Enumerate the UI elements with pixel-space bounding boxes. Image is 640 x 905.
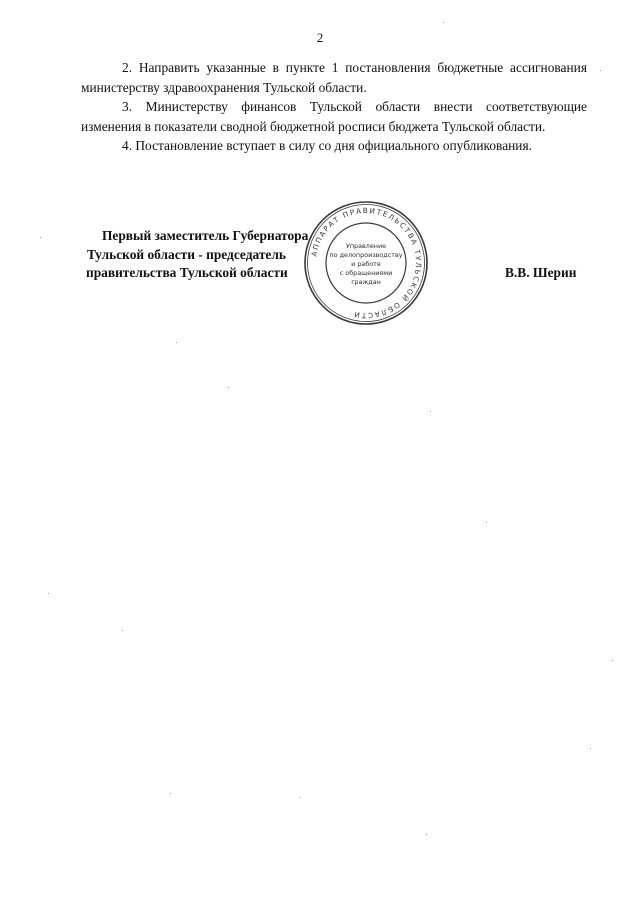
signature-position-line-2: Тульской области - председатель	[87, 246, 286, 262]
scan-speck	[176, 342, 177, 343]
official-stamp	[303, 200, 429, 326]
scan-speck	[170, 793, 171, 794]
signature-position-line-3: правительства Тульской области	[86, 265, 288, 280]
scan-speck	[486, 522, 487, 523]
paragraph-4: 4. Постановление вступает в силу со дня официального опубликования.	[122, 138, 532, 153]
scan-speck	[48, 593, 49, 594]
document-body	[81, 58, 587, 156]
stamp-center-line: граждан	[351, 278, 381, 286]
paragraph-3: 3. Министерству финансов Тульской области внести соответствующие изменения в показатели сводной бюджетной росписи бюджета Тульской области.	[81, 99, 587, 134]
scan-speck	[228, 387, 229, 388]
scan-speck	[600, 70, 601, 71]
scan-speck	[426, 834, 427, 835]
stamp-center-line: Управление	[345, 242, 387, 250]
page-number: 2	[316, 30, 324, 45]
stamp-ring-text: АППАРАТ ПРАВИТЕЛЬСТВА ТУЛЬСКОЙ ОБЛАСТИ	[309, 205, 424, 321]
scan-speck	[300, 797, 301, 798]
stamp-center-line: по делопроизводству	[329, 251, 403, 259]
scan-speck	[122, 630, 123, 631]
scan-speck	[443, 22, 444, 23]
scan-speck	[40, 237, 41, 238]
scan-speck	[590, 748, 591, 749]
scan-speck	[612, 660, 613, 661]
stamp-center-line: с обращениями	[339, 269, 393, 277]
stamp-center-line: и работе	[351, 260, 381, 268]
paragraph-2: 2. Направить указанные в пункте 1 постановления бюджетные ассигнования министерству здравоохранения Тульской области.	[81, 60, 587, 95]
scan-speck	[430, 411, 431, 412]
signatory-name: В.В. Шерин	[505, 265, 577, 280]
signature-position-line-1: Первый заместитель Губернатора	[102, 228, 309, 243]
